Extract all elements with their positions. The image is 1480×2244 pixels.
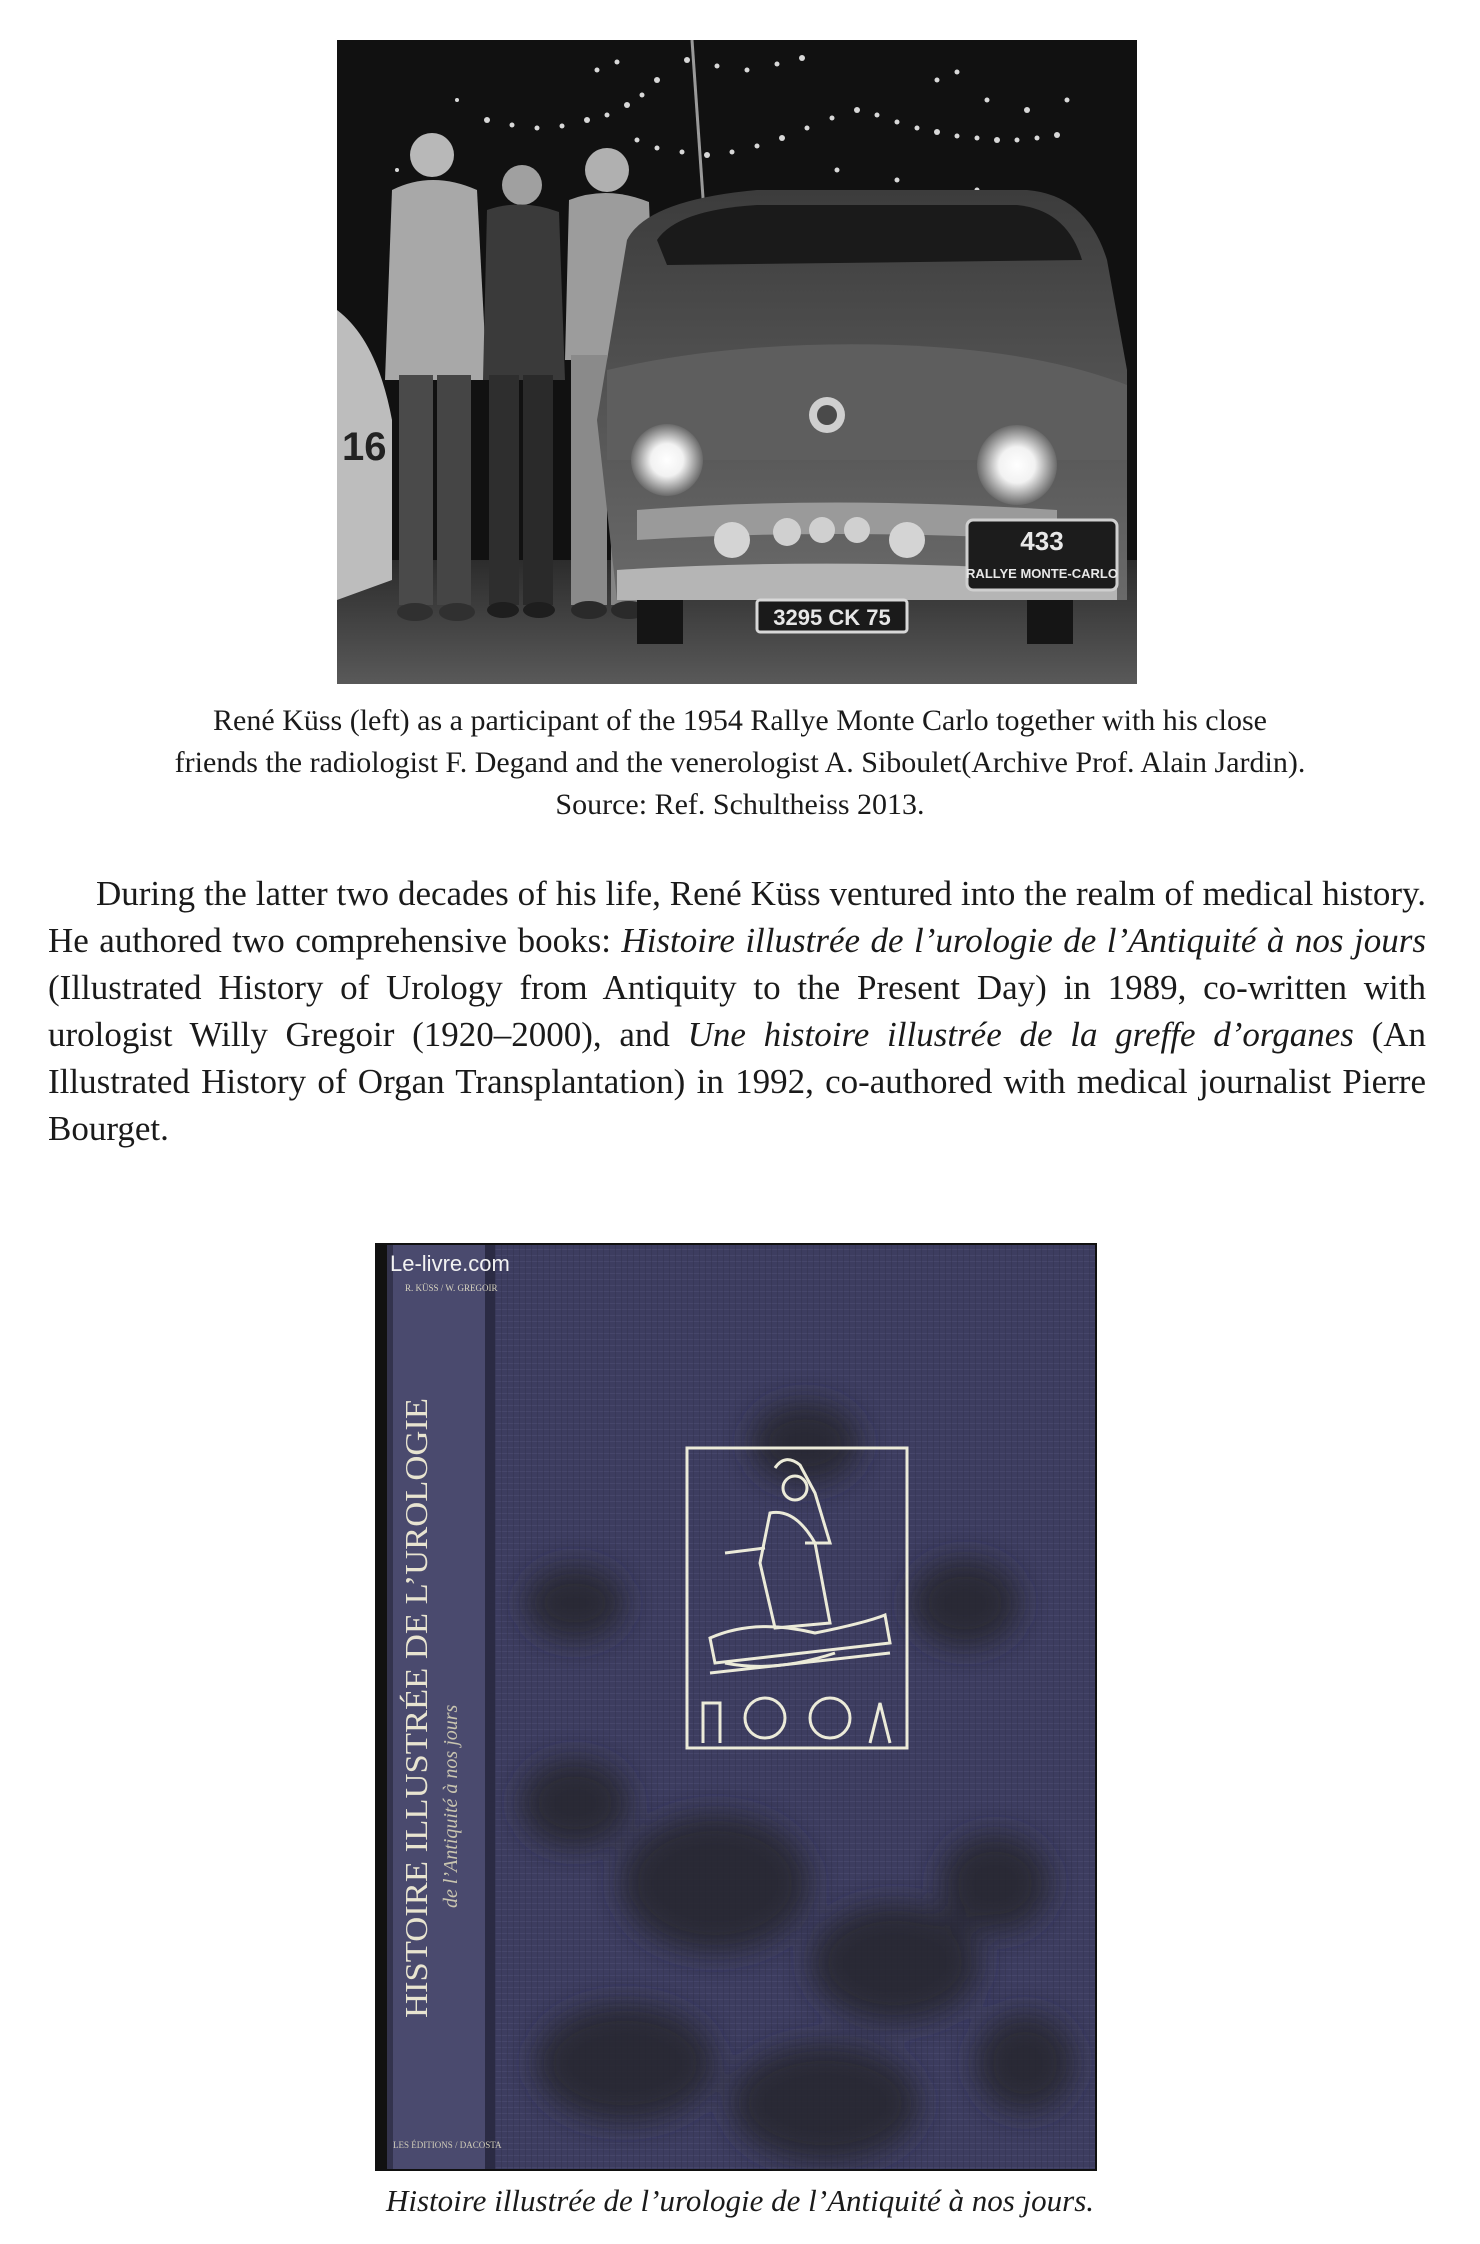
body-paragraph bbox=[48, 870, 1426, 1152]
book-cover-photo bbox=[375, 1243, 1097, 2171]
figure1-caption-line: friends the radiologist F. Degand and the venerologist A. Siboulet(Archive Prof. Alain Jardin). bbox=[174, 746, 1306, 779]
watermark: Le-livre.com bbox=[390, 1251, 510, 1276]
figure2-caption: Histoire illustrée de l’urologie de l’Antiquité à nos jours. bbox=[385, 2183, 1095, 2218]
rally-photo bbox=[337, 40, 1137, 684]
paragraph-text: During the latter two decades of his life, René Küss ventured into the realm of medical history. He authored two comprehensive books: bbox=[48, 874, 1426, 960]
rally-car bbox=[597, 190, 1127, 644]
spine-subtitle: de l’Antiquité à nos jours bbox=[440, 1704, 462, 1908]
figure1-caption-line: Source: Ref. Schultheiss 2013. bbox=[555, 788, 925, 821]
person-f-degand bbox=[483, 165, 565, 618]
spine-publisher: LES ÉDITIONS / DACOSTA bbox=[393, 2140, 502, 2150]
rally-plate-text: RALLYE MONTE-CARLO bbox=[966, 566, 1118, 581]
spine-authors: R. KÜSS / W. GREGOIR bbox=[405, 1283, 498, 1293]
figure1-caption bbox=[40, 700, 1440, 826]
paragraph-text: (An Illustrated History of Organ Transplantation) in 1992, co-authored with medical journalist Pierre Bourget. bbox=[48, 1015, 1427, 1148]
rally-plate-number: 433 bbox=[1020, 526, 1064, 556]
spine-title: HISTOIRE ILLUSTRÉE DE L’UROLOGIE bbox=[398, 1444, 434, 2018]
side-car-number: 16 bbox=[342, 425, 387, 469]
book-title-transplantation: Une histoire illustrée de la greffe d’organes bbox=[687, 1015, 1354, 1054]
licence-plate-text: 3295 CK 75 bbox=[773, 605, 891, 630]
paragraph-text: (Illustrated History of Urology from Antiquity to the Present Day) in 1989, co-written with urologist Willy Gregoir (1920–2000), and bbox=[48, 968, 1426, 1054]
figure1-caption-line: René Küss (left) as a participant of the 1954 Rallye Monte Carlo together with his close bbox=[213, 704, 1267, 737]
book-title-urology: Histoire illustrée de l’urologie de l’Antiquité à nos jours bbox=[621, 921, 1426, 960]
